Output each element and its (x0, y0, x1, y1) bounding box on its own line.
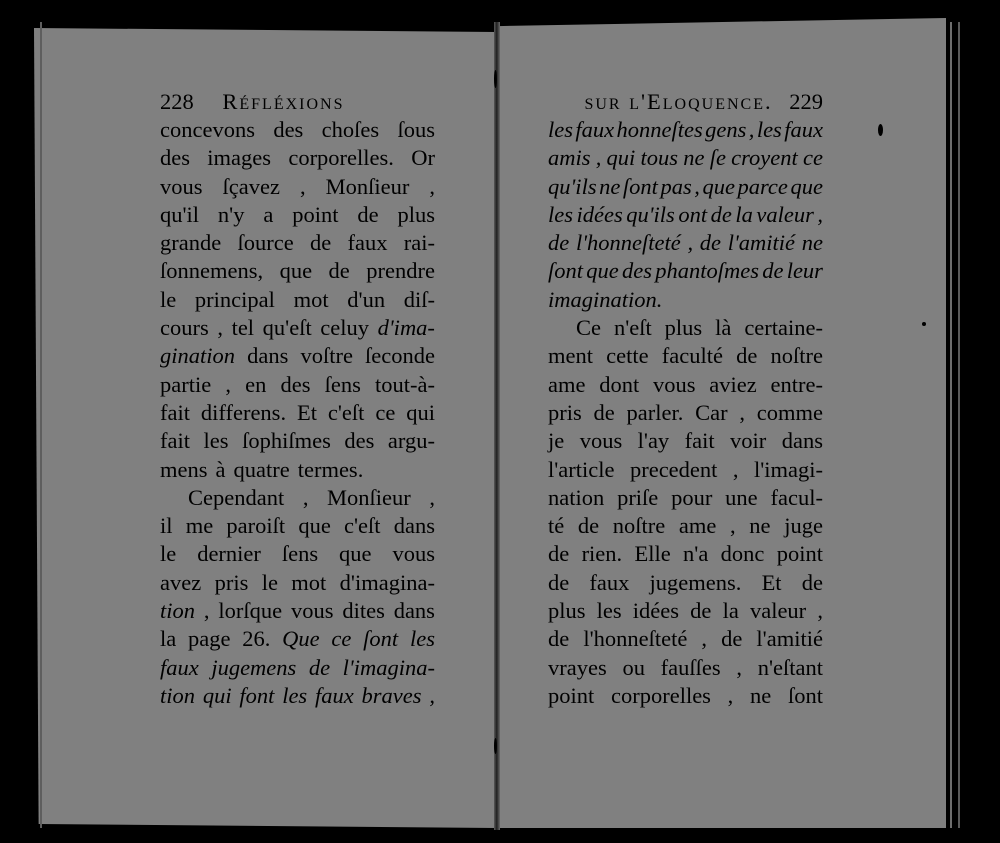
running-head-title-left: Réfléxions (222, 89, 345, 114)
running-head-left (160, 88, 435, 116)
text-line: faux jugemens de l'imagina- (160, 654, 435, 680)
text-line: les idées qu'ils ont de la valeur , (548, 201, 823, 227)
book-gutter (494, 22, 500, 830)
text-line: Cependant , Monſieur , (188, 484, 435, 510)
text-line: imagination. (548, 286, 663, 312)
text-line: grande ſource de faux rai- (160, 230, 435, 256)
text-line: concevons des choſes ſous (160, 117, 435, 142)
text-line: qu'il n'y a point de plus (160, 201, 435, 227)
ink-speck (494, 70, 497, 88)
page-edges (40, 22, 42, 828)
text-line: de faux jugemens. Et de (548, 569, 823, 595)
ink-speck (494, 738, 497, 754)
text-line: plus les idées de la valeur , (548, 598, 823, 624)
ink-speck (878, 124, 883, 136)
text-line: qu'ils ne ſont pas , que parce que (548, 173, 823, 199)
text-line: fait les ſophiſmes des argu- (160, 428, 435, 454)
text-line: ment cette faculté de noſtre (548, 343, 823, 369)
text-line: cours , tel qu'eſt celuy d'ima- (160, 315, 435, 341)
left-page-text (160, 88, 435, 710)
text-line: ſonnemens, que de prendre (160, 258, 435, 284)
text-line: ame dont vous aviez entre- (548, 371, 823, 397)
text-line: de l'honneſteté , de l'amitié ne (548, 230, 823, 256)
text-line: pris de parler. Car , comme (548, 399, 823, 425)
text-line: il me paroiſt que c'eſt dans (160, 513, 435, 539)
page-edges (958, 22, 960, 828)
ink-speck (922, 322, 926, 326)
text-line: vous ſçavez , Monſieur , (160, 173, 435, 199)
text-line: avez pris le mot d'imagina- (160, 569, 435, 595)
text-line: gination dans voſtre ſeconde (160, 343, 435, 369)
text-line: nation priſe pour une facul- (548, 484, 823, 510)
page-number-left: 228 (160, 89, 194, 114)
right-page-text (548, 88, 823, 710)
text-line: je vous l'ay fait voir dans (548, 428, 823, 454)
page-edges (950, 22, 952, 828)
text-line: point corporelles , ne ſont (548, 682, 823, 708)
text-line: Ce n'eſt plus là certaine- (576, 315, 823, 341)
text-line: mens à quatre termes. (160, 456, 364, 482)
text-line: de rien. Elle n'a donc point (548, 541, 823, 567)
text-line: la page 26. Que ce ſont les (160, 626, 435, 652)
text-line: tion , lorſque vous dites dans (160, 598, 435, 624)
text-line: amis , qui tous ne ſe croyent ce (548, 145, 823, 171)
text-line: tion qui font les faux braves , (160, 682, 435, 708)
text-line: de l'honneſteté , de l'amitié (548, 626, 823, 652)
text-line: le principal mot d'un diſ- (160, 286, 435, 312)
text-line: fait differens. Et c'eſt ce qui (160, 399, 435, 425)
text-line: partie , en des ſens tout-à- (160, 371, 435, 397)
text-line: té de noſtre ame , ne juge (548, 513, 823, 539)
text-line: ſont que des phantoſmes de leur (548, 258, 823, 284)
text-line: vrayes ou fauſſes , n'eſtant (548, 654, 823, 680)
running-head-right (548, 88, 823, 116)
text-line: les faux honneſtes gens , les faux (548, 117, 823, 142)
text-line: l'article precedent , l'imagi- (548, 456, 823, 482)
text-line: des images corporelles. Or (160, 145, 435, 171)
running-head-title-right: sur l'Eloquence. (584, 89, 773, 114)
text-line: le dernier ſens que vous (160, 541, 435, 567)
page-number-right: 229 (789, 89, 823, 114)
